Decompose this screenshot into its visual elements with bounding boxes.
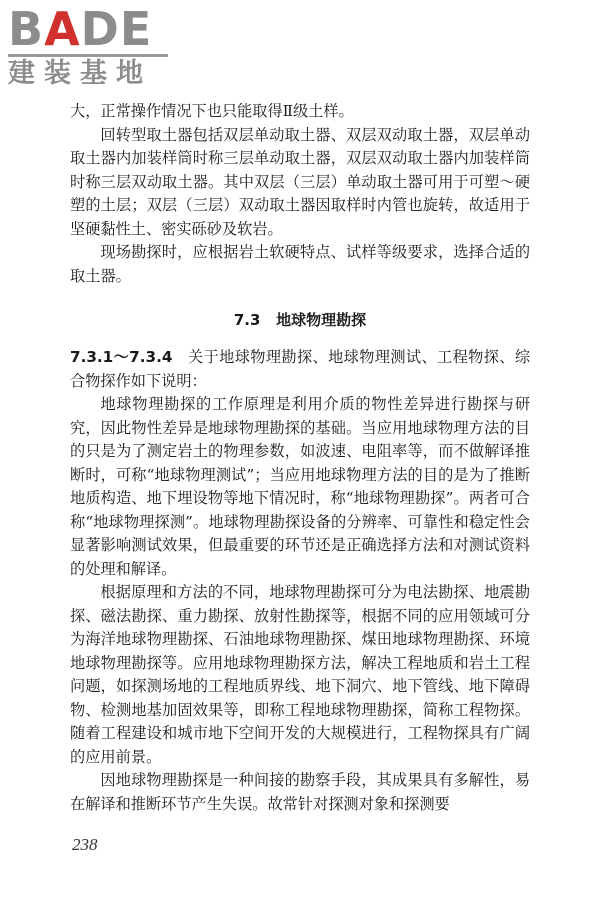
page-body xyxy=(70,100,530,816)
paragraph-continuation: 大，正常操作情况下也只能取得Ⅱ级土样。 xyxy=(70,102,354,120)
logo-letters-pre: B xyxy=(8,2,45,56)
brand-logo xyxy=(8,4,178,90)
clause-text: 关于地球物理勘探、地球物理测试、工程物探、综合物探作如下说明： xyxy=(70,348,531,390)
paragraph-rotary-sampler: 回转型取土器包括双层单动取土器、双层双动取土器，双层单动取土器内加装样筒时称三层单动取土器，双层双动取土器内加装样筒时称三层双动取土器。其中双层（三层）单动取土器可用于可塑～硬塑的土层；双层（三层）双动取土器因取样时内管也旋转，故适用于坚硬黏性土、密实砾砂及软岩。 xyxy=(70,125,530,238)
logo-chinese-name: 建装基地 xyxy=(8,58,152,89)
paragraph-field-exploration: 现场勘探时，应根据岩土软硬特点、试样等级要求，选择合适的取土器。 xyxy=(70,243,530,285)
page-number: 238 xyxy=(72,835,98,854)
logo-letters-post: DE xyxy=(80,2,153,56)
logo-wordmark xyxy=(8,4,178,54)
body-paragraph: 因地球物理勘探是一种间接的勘察手段，其成果具有多解性，易在解译和推断环节产生失误。故常针对探测对象和探测要 xyxy=(70,771,530,813)
section-number: 7.3 xyxy=(233,311,261,329)
body-paragraph: 根据原理和方法的不同，地球物理勘探可分为电法勘探、地震勘探、磁法勘探、重力勘探、放射性勘探等，根据不同的应用领域可分为海洋地球物理勘探、石油地球物理勘探、煤田地球物理勘探、环境地球物理勘探等。应用地球物理勘探方法，解决工程地质和岩土工程问题，如探测场地的工程地质界线、地下洞穴、地下管线、地下障碍物、检测地基加固效果等，即称工程地球物理勘探，简称工程物探。随着工程建设和城市地下空间开发的大规模进行，工程物探具有广阔的应用前景。 xyxy=(70,583,530,766)
logo-letter-accent: A xyxy=(44,2,81,56)
clause-paragraph xyxy=(70,346,530,393)
body-paragraph: 地球物理勘探的工作原理是利用介质的物性差异进行勘探与研究，因此物性差异是地球物理勘探的基础。当应用地球物理方法的目的只是为了测定岩土的物理参数，如波速、电阻率等，而不做解译推断时，可称“地球物理测试”；当应用地球物理方法的目的是为了推断地质构造、地下埋设物等地下情况时，称“地球物理勘探”。两者可合称“地球物理探测”。地球物理勘探设备的分辨率、可靠性和稳定性会显著影响测试效果，但最重要的环节还是正确选择方法和对测试资料的处理和解译。 xyxy=(70,395,530,578)
section-title: 地球物理勘探 xyxy=(276,311,367,329)
clause-number: 7.3.1～7.3.4 xyxy=(70,348,173,366)
section-heading xyxy=(70,308,530,332)
